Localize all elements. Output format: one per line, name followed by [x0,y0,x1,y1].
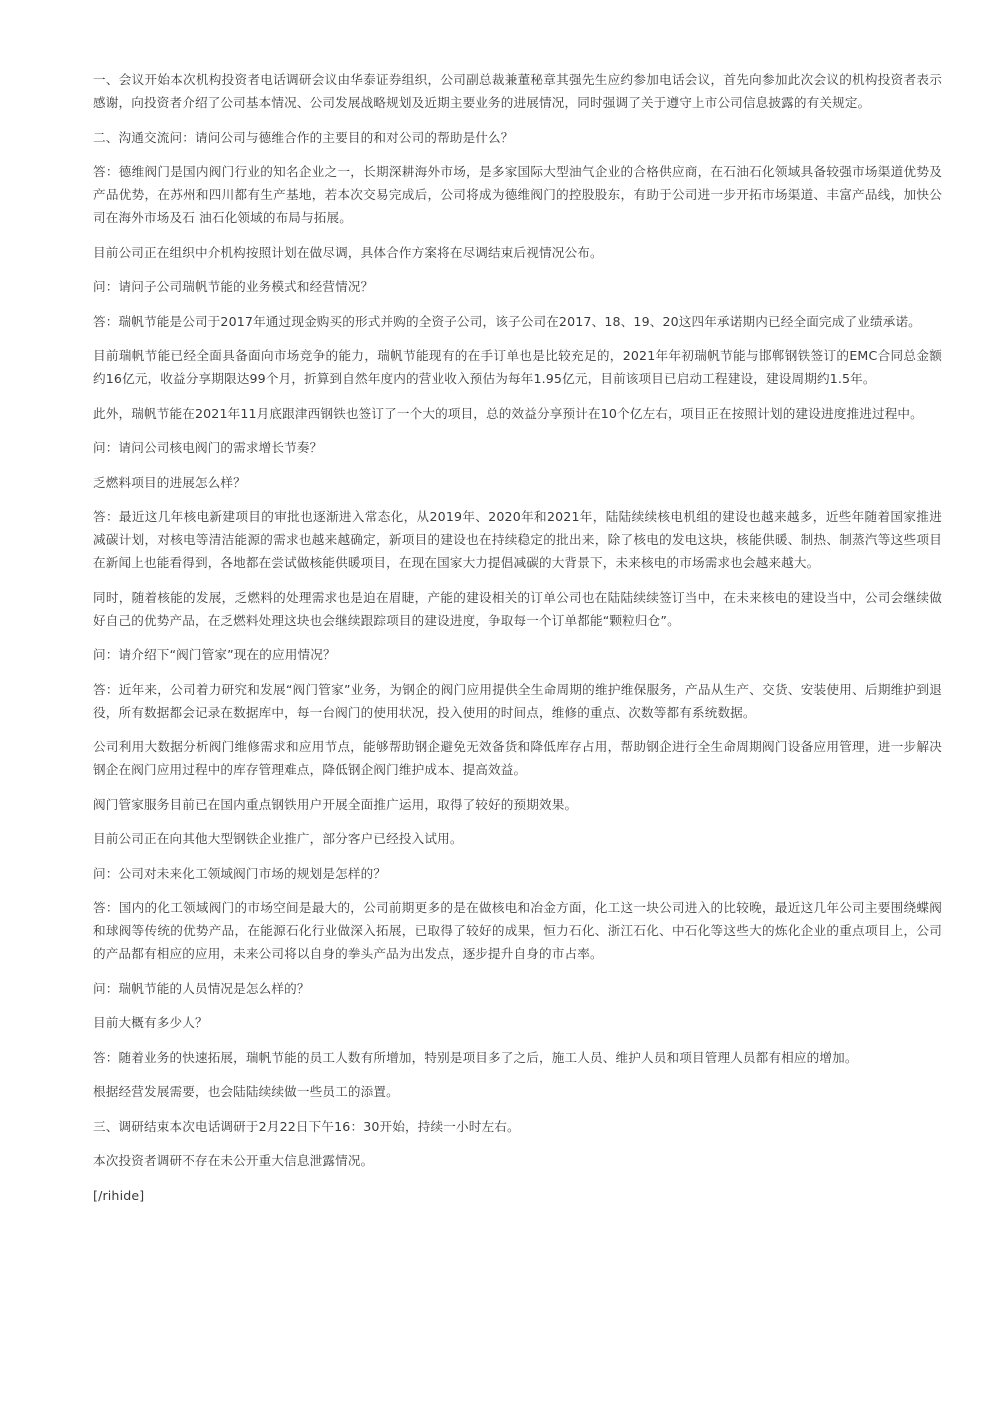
paragraph-due-diligence: 目前公司正在组织中介机构按照计划在做尽调，具体合作方案将在尽调结束后视情况公布。 [93,244,603,260]
paragraph-big-data: 公司利用大数据分析阀门维修需求和应用节点，能够帮助钢企避免无效备货和降低库存占用，帮助钢企进行全生命周期阀门设备应用管理，进一步解决钢企在阀门应用过程中的库存管理难点，降低钢企阀门维护成本、提高效益。 [93,739,942,777]
paragraph-question-staff: 问：瑞帆节能的人员情况是怎么样的？ [93,980,310,996]
paragraph-answer-dewei: 答：德维阀门是国内阀门行业的知名企业之一，长期深耕海外市场，是多家国际大型油气企业的合格供应商，在石油石化领域具备较强市场渠道优势及产品优势，在苏州和四川都有生产基地，若本次交易完成后，公司将成为德维阀门的控股股东，有助于公司进一步开拓市场渠道、丰富产品线，加快公司在海外市场及石 油石化领域的布局与拓展。 [93,164,942,225]
paragraph-answer-ruifan: 答：瑞帆节能是公司于2017年通过现金购买的形式并购的全资子公司，该子公司在2017、18、19、20这四年承诺期内已经全面完成了业绩承诺。 [93,313,921,329]
paragraph-staff-additions: 根据经营发展需要，也会陆陆续续做一些员工的添置。 [93,1084,399,1099]
paragraph-answer-valve-butler: 答：近年来，公司着力研究和发展“阀门管家”业务，为钢企的阀门应用提供全生命周期的维护维保服务，产品从生产、交货、安装使用、后期维护到退役，所有数据都会记录在数据库中，每一台阀门的使用状况，投入使用的时间点，维修的重点、次数等都有系统数据。 [93,681,942,720]
paragraph-question-headcount: 目前大概有多少人？ [93,1015,208,1030]
paragraph-valve-butler-promotion: 阀门管家服务目前已在国内重点钢铁用户开展全面推广运用，取得了较好的预期效果。 [93,796,578,812]
paragraph-answer-staff: 答：随着业务的快速拓展，瑞帆节能的员工人数有所增加，特别是项目多了之后，施工人员、维护人员和项目管理人员都有相应的增加。 [93,1049,858,1065]
paragraph-question-dewei: 二、沟通交流问：请问公司与德维合作的主要目的和对公司的帮助是什么？ [93,129,514,145]
paragraph-answer-chemical: 答：国内的化工领域阀门的市场空间是最大的，公司前期更多的是在做核电和冶金方面，化工这一块公司进入的比较晚，最近这几年公司主要围绕蝶阀和球阀等传统的优势产品，在能源石化行业做深入拓展，已取得了较好的成果，恒力石化、浙江石化、中石化等这些大的炼化企业的重点项目上，公司的产品都有相应的应用，未来公司将以自身的拳头产品为出发点，逐步提升自身的市占率。 [93,900,942,961]
paragraph-question-valve-butler: 问：请介绍下“阀门管家”现在的应用情况？ [93,647,336,662]
paragraph-question-spent-fuel: 乏燃料项目的进展怎么样？ [93,474,246,490]
paragraph-valve-butler-trial: 目前公司正在向其他大型钢铁企业推广，部分客户已经投入试用。 [93,831,463,846]
paragraph-meeting-intro: 一、会议开始本次机构投资者电话调研会议由华泰证券组织，公司副总裁兼董秘章其强先生应约参加电话会议，首先向参加此次会议的机构投资者表示感谢，向投资者介绍了公司基本情况、公司发展战略规划及近期主要业务的进展情况，同时强调了关于遵守上市公司信息披露的有关规定。 [93,72,942,110]
paragraph-ruifan-jinxi: 此外，瑞帆节能在2021年11月底跟津西钢铁也签订了一个大的项目，总的效益分享预计在10个亿左右，项目正在按照计划的建设进度推进过程中。 [93,405,923,421]
paragraph-spent-fuel: 同时，随着核能的发展，乏燃料的处理需求也是迫在眉睫，产能的建设相关的订单公司也在陆陆续续签订当中，在未来核电的建设当中，公司会继续做好自己的优势产品，在乏燃料处理这块也会继续跟踪项目的建设进度，争取每一个订单都能“颗粒归仓”。 [93,589,942,628]
paragraph-disclosure-statement: 本次投资者调研不存在未公开重大信息泄露情况。 [93,1153,374,1168]
paragraph-rihide-tag: [/rihide] [93,1187,145,1203]
paragraph-question-nuclear: 问：请问公司核电阀门的需求增长节奏？ [93,440,323,455]
paragraph-question-chemical: 问：公司对未来化工领域阀门市场的规划是怎样的？ [93,865,387,881]
paragraph-answer-nuclear: 答：最近这几年核电新建项目的审批也逐渐进入常态化，从2019年、2020年和2021年，陆陆续续核电机组的建设也越来越多，近些年随着国家推进减碳计划，对核电等清洁能源的需求也越来越确定，新项目的建设也在持续稳定的批出来，除了核电的发电这块，核能供暖、制热、制蒸汽等这些项目在新闻上也能看得到，各地都在尝试做核能供暖项目，在现在国家大力提倡减碳的大背景下，未来核电的市场需求也会越来越大。 [93,509,942,570]
paragraph-meeting-end: 三、调研结束本次电话调研于2月22日下午16：30开始，持续一小时左右。 [93,1118,520,1134]
paragraph-question-ruifan: 问：请问子公司瑞帆节能的业务模式和经营情况？ [93,279,374,294]
paragraph-ruifan-orders: 目前瑞帆节能已经全面具备面向市场竞争的能力，瑞帆节能现有的在手订单也是比较充足的，2021年年初瑞帆节能与邯郸钢铁签订的EMC合同总金额约16亿元，收益分享期限达99个月，折算到自然年度内的营业收入预估为每年1.95亿元，目前该项目已启动工程建设，建设周期约1.5年。 [93,348,942,386]
